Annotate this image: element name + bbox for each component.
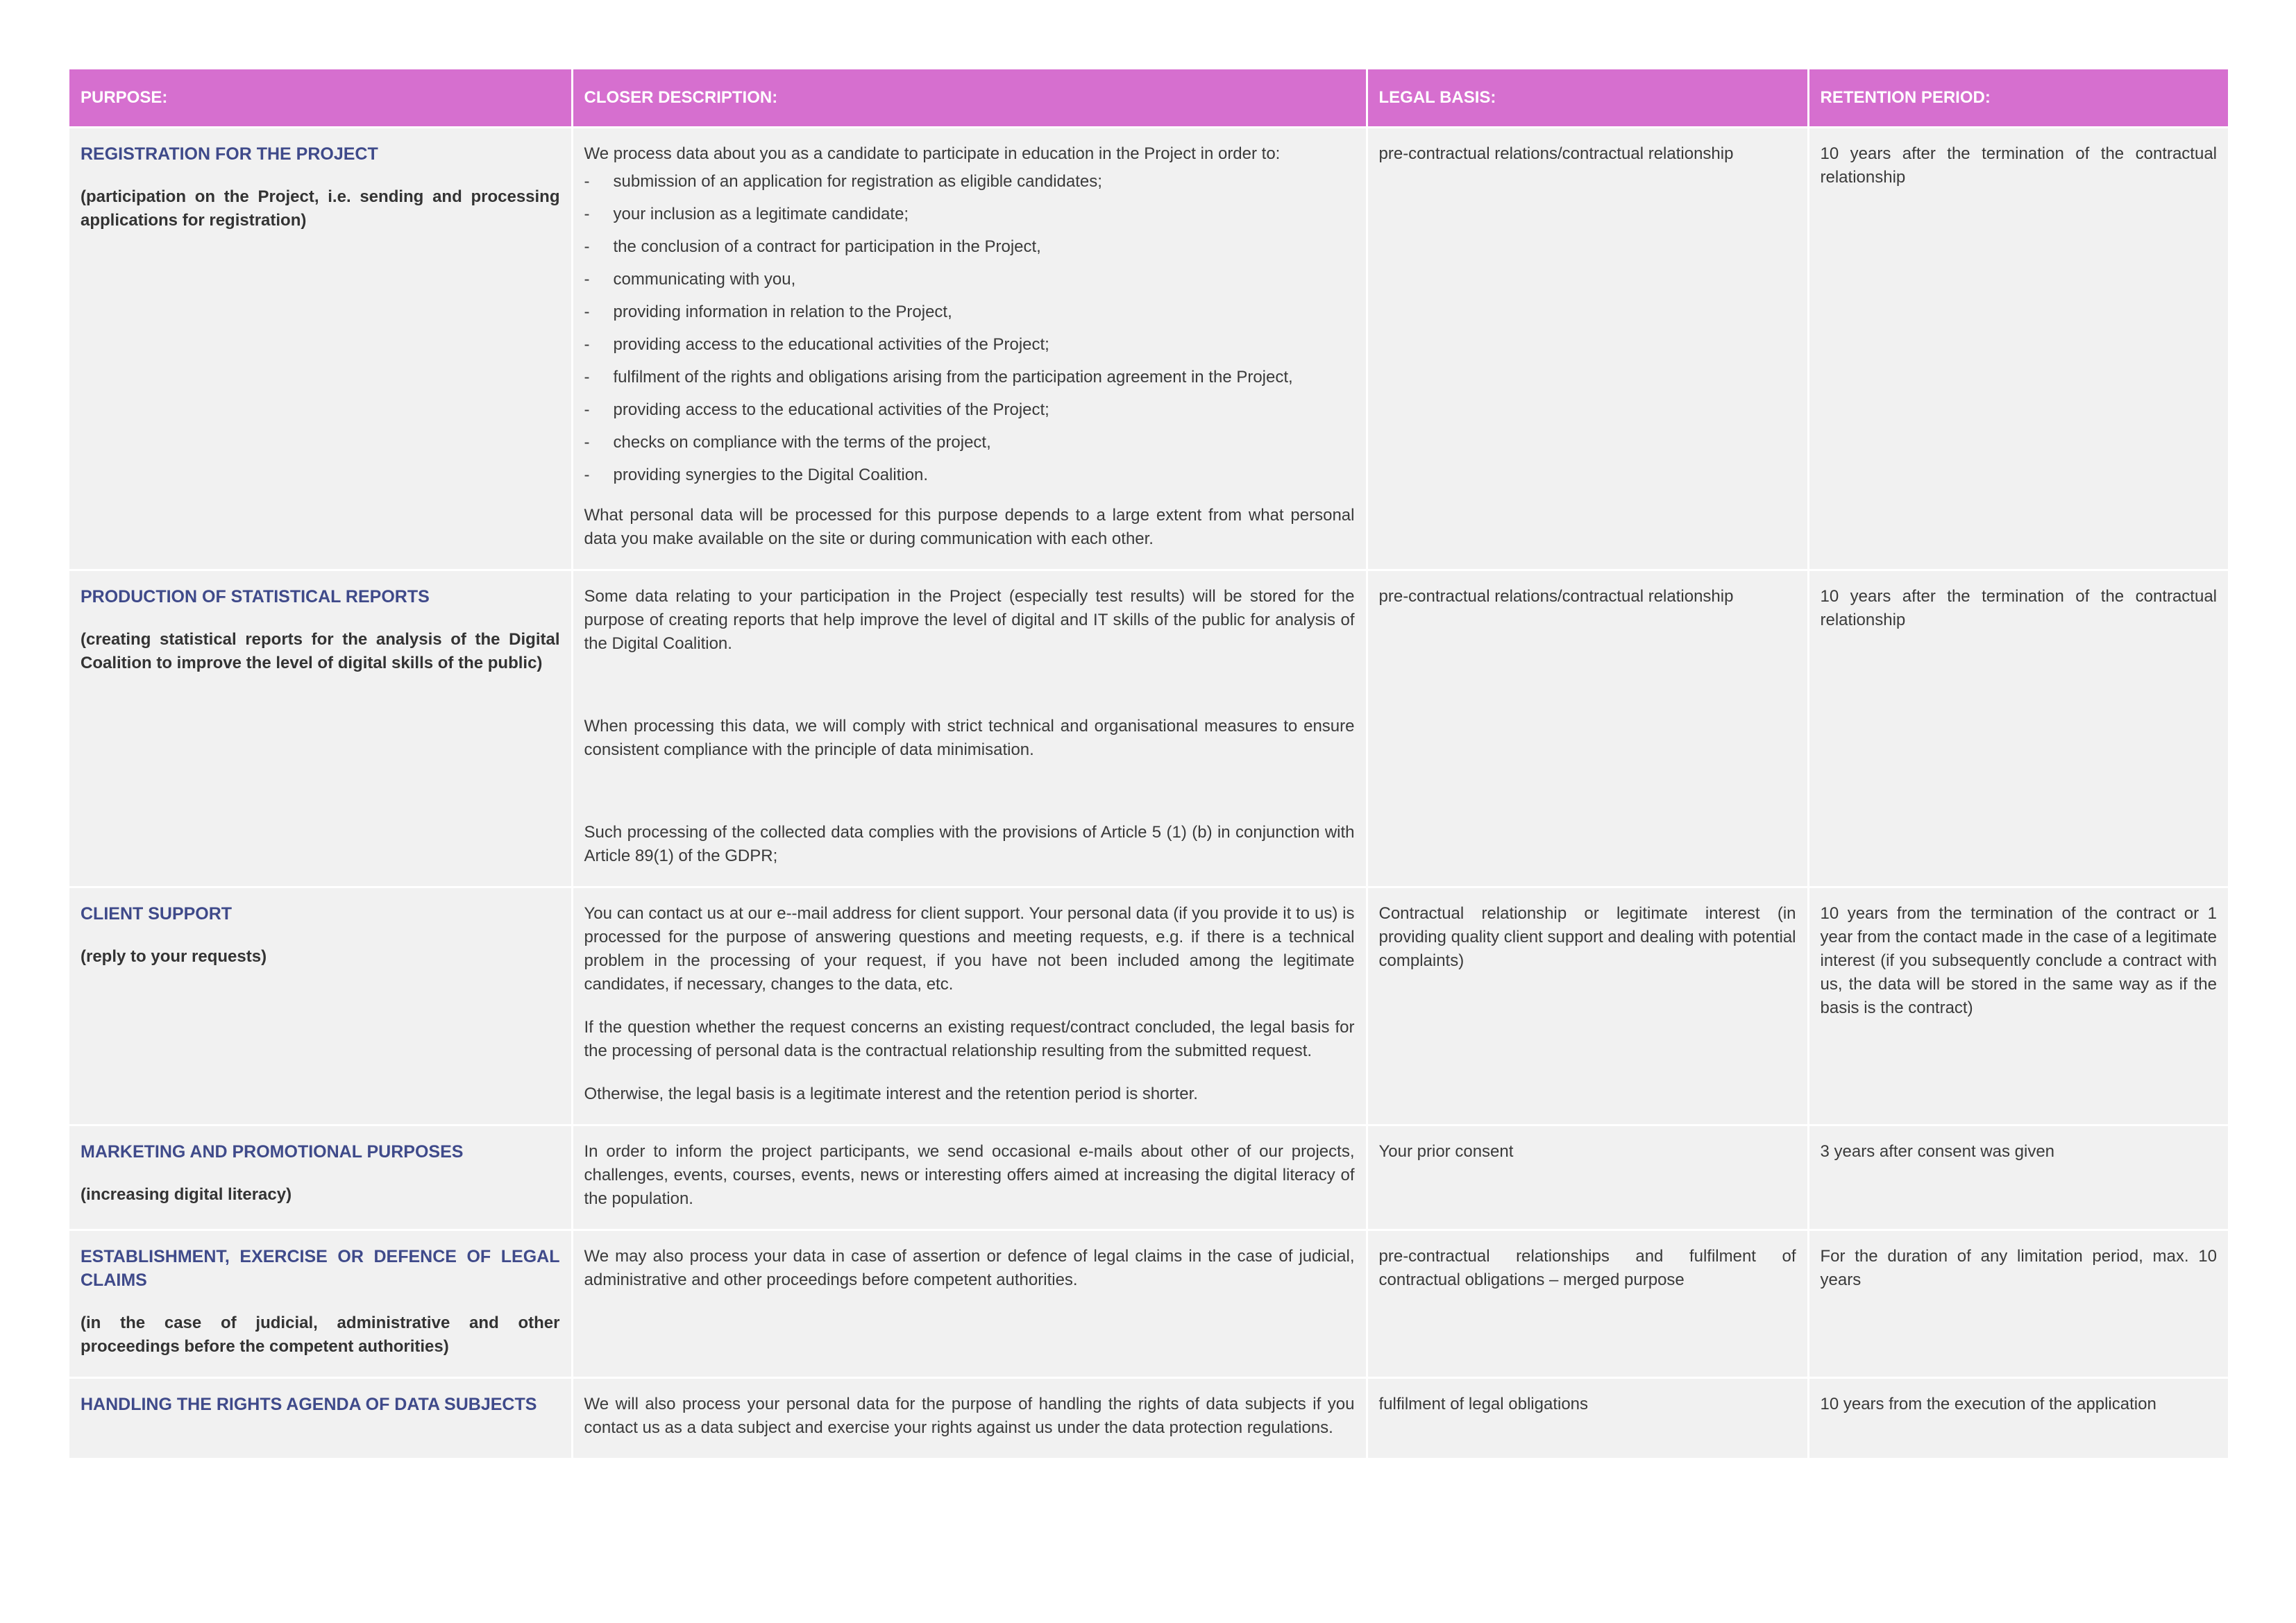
list-item: - the conclusion of a contract for participation in the Project,	[584, 235, 1355, 259]
legal-basis-cell: pre-contractual relations/contractual relationship	[1367, 128, 1808, 570]
description-paragraph: You can contact us at our e--mail address for client support. Your personal data (if you provide it to us) is processed for the purpose of answering questions and meeting requests, e.g. if there is a technical problem in the processing of your request, if you have not been included among the legitimate candidates, if necessary, changes to the data, etc.	[584, 904, 1355, 994]
legal-basis-cell: Your prior consent	[1367, 1125, 1808, 1230]
description-paragraph: Some data relating to your participation in the Project (especially test results) will be stored for the purpose of creating reports that help improve the level of digital and IT skills of the public for analysis of the Digital Coalition.	[584, 587, 1355, 653]
description-cell	[572, 570, 1367, 887]
purpose-cell	[69, 570, 572, 887]
list-item: - checks on compliance with the terms of the project,	[584, 431, 1355, 454]
retention-cell: 10 years after the termination of the contractual relationship	[1808, 128, 2228, 570]
list-item: - providing information in relation to the Project,	[584, 300, 1355, 324]
list-item: - submission of an application for registration as eligible candidates;	[584, 170, 1355, 194]
description-paragraph: Such processing of the collected data complies with the provisions of Article 5 (1) (b) in conjunction with Article 89(1) of the GDPR;	[584, 823, 1355, 865]
purpose-cell	[69, 1230, 572, 1378]
retention-cell: 10 years from the execution of the application	[1808, 1378, 2228, 1459]
description-paragraph: In order to inform the project participants, we send occasional e-mails about other of our projects, challenges, events, courses, events, news or interesting offers aimed at increasing the digital literacy of the population.	[584, 1142, 1355, 1208]
purpose-subtitle: (increasing digital literacy)	[81, 1185, 292, 1204]
table-row	[69, 887, 2228, 1125]
description-paragraph: When processing this data, we will comply with strict technical and organisational measures to ensure consistent compliance with the principle of data minimisation.	[584, 717, 1355, 759]
retention-cell: 10 years after the termination of the contractual relationship	[1808, 570, 2228, 887]
table-row	[69, 1378, 2228, 1459]
retention-cell: 3 years after consent was given	[1808, 1125, 2228, 1230]
purpose-cell	[69, 128, 572, 570]
description-cell	[572, 887, 1367, 1125]
purpose-title: MARKETING AND PROMOTIONAL PURPOSES	[81, 1142, 464, 1162]
retention-cell: For the duration of any limitation period, max. 10 years	[1808, 1230, 2228, 1378]
description-list	[584, 170, 1355, 487]
purpose-cell	[69, 1378, 572, 1459]
purpose-title: ESTABLISHMENT, EXERCISE OR DEFENCE OF LEGAL CLAIMS	[81, 1247, 560, 1290]
purpose-subtitle: (creating statistical reports for the analysis of the Digital Coalition to improve the level of digital skills of the public)	[81, 630, 560, 672]
description-paragraph: If the question whether the request concerns an existing request/contract concluded, the legal basis for the processing of personal data is the contractual relationship resulting from the submitted request.	[584, 1018, 1355, 1060]
description-cell	[572, 1378, 1367, 1459]
description-cell	[572, 1230, 1367, 1378]
legal-basis-cell: Contractual relationship or legitimate interest (in providing quality client support and dealing with potential complaints)	[1367, 887, 1808, 1125]
table-row	[69, 128, 2228, 570]
description-cell	[572, 128, 1367, 570]
retention-cell: 10 years from the termination of the contract or 1 year from the contact made in the case of a legitimate interest (if you subsequently conclude a contract with us, the data will be stored in the same way as if the basis is the contract)	[1808, 887, 2228, 1125]
list-item: - providing access to the educational activities of the Project;	[584, 333, 1355, 357]
purpose-subtitle: (in the case of judicial, administrative and other proceedings before the competent authorities)	[81, 1314, 560, 1356]
purpose-title: REGISTRATION FOR THE PROJECT	[81, 144, 378, 164]
list-item: - fulfilment of the rights and obligations arising from the participation agreement in the Project,	[584, 366, 1355, 389]
description-paragraph: We will also process your personal data for the purpose of handling the rights of data subjects if you contact us as a data subject and exercise your rights against us under the data protection regulations.	[584, 1395, 1355, 1437]
purpose-subtitle: (reply to your requests)	[81, 947, 267, 966]
purpose-title: CLIENT SUPPORT	[81, 904, 233, 924]
purpose-cell	[69, 887, 572, 1125]
description-intro: We process data about you as a candidate to participate in education in the Project in order to:	[584, 144, 1281, 163]
table-header-row	[69, 69, 2228, 128]
legal-basis-cell: pre-contractual relations/contractual relationship	[1367, 570, 1808, 887]
table-row	[69, 1125, 2228, 1230]
header-description: CLOSER DESCRIPTION:	[572, 69, 1367, 128]
header-retention: RETENTION PERIOD:	[1808, 69, 2228, 128]
list-item: - communicating with you,	[584, 268, 1355, 291]
description-paragraph: Otherwise, the legal basis is a legitimate interest and the retention period is shorter.	[584, 1085, 1198, 1103]
purpose-cell	[69, 1125, 572, 1230]
description-cell	[572, 1125, 1367, 1230]
legal-basis-cell: fulfilment of legal obligations	[1367, 1378, 1808, 1459]
purpose-title: PRODUCTION OF STATISTICAL REPORTS	[81, 587, 430, 606]
purpose-title: HANDLING THE RIGHTS AGENDA OF DATA SUBJECTS	[81, 1395, 537, 1414]
list-item: - providing synergies to the Digital Coalition.	[584, 464, 1355, 487]
legal-basis-cell: pre-contractual relationships and fulfilment of contractual obligations – merged purpose	[1367, 1230, 1808, 1378]
processing-purposes-table	[69, 69, 2228, 1458]
list-item: - your inclusion as a legitimate candidate;	[584, 203, 1355, 226]
description-paragraph: We may also process your data in case of assertion or defence of legal claims in the case of judicial, administrative and other proceedings before competent authorities.	[584, 1247, 1355, 1289]
table-row	[69, 1230, 2228, 1378]
list-item: - providing access to the educational activities of the Project;	[584, 398, 1355, 422]
table-row	[69, 570, 2228, 887]
purpose-subtitle: (participation on the Project, i.e. sending and processing applications for registration)	[81, 187, 560, 230]
header-purpose: PURPOSE:	[69, 69, 572, 128]
header-legal-basis: LEGAL BASIS:	[1367, 69, 1808, 128]
description-outro: What personal data will be processed for this purpose depends to a large extent from what personal data you make available on the site or during communication with each other.	[584, 506, 1355, 548]
